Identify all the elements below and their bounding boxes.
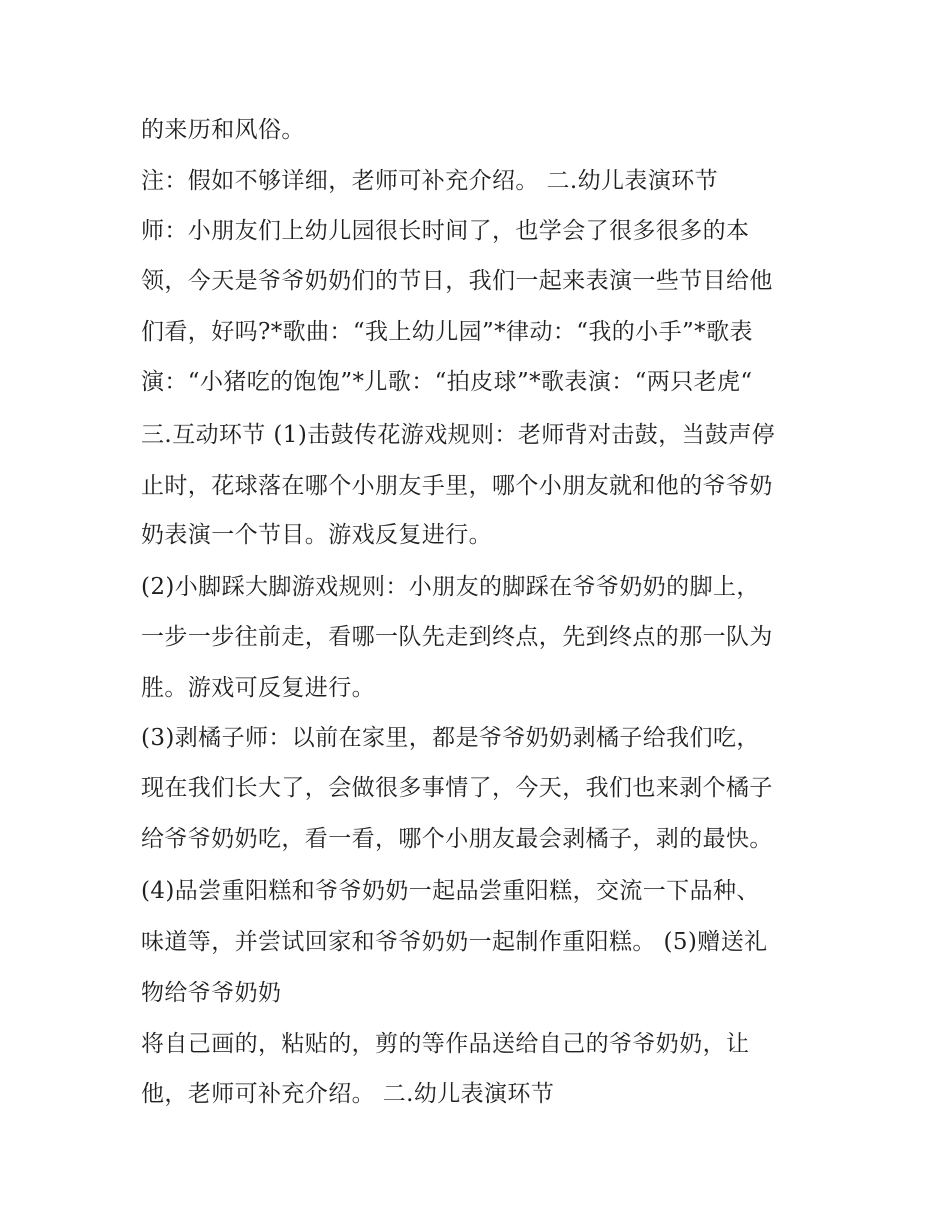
text-line: 一步一步往前走，看哪一队先走到终点，先到终点的那一队为 [141, 624, 773, 650]
text-line: 们看，好吗?*歌曲：“我上幼儿园”*律动：“我的小手”*歌表 [141, 319, 753, 345]
text-line: (2)小脚踩大脚游戏规则：小朋友的脚踩在爷爷奶奶的脚上， [141, 574, 760, 600]
text-line: 师：小朋友们上幼儿园很长时间了，也学会了很多很多的本 [141, 218, 750, 244]
text-line: 止时，花球落在哪个小朋友手里，哪个小朋友就和他的爷爷奶 [141, 473, 773, 499]
text-line: 物给爷爷奶奶 [141, 980, 282, 1006]
text-line: 现在我们长大了，会做很多事情了，今天，我们也来剥个橘子 [141, 775, 773, 801]
text-line: 注：假如不够详细，老师可补充介绍。 二.幼儿表演环节 [141, 168, 719, 194]
text-line: 领，今天是爷爷奶奶们的节日，我们一起来表演一些节目给他 [141, 268, 773, 294]
text-line: (4)品尝重阳糕和爷爷奶奶一起品尝重阳糕，交流一下品种、 [141, 878, 760, 904]
text-line: (3)剥橘子师：以前在家里，都是爷爷奶奶剥橘子给我们吃， [141, 725, 760, 751]
text-line: 奶表演一个节目。游戏反复进行。 [141, 522, 492, 548]
text-line: 胜。游戏可反复进行。 [141, 675, 375, 701]
text-line: 将自己画的，粘贴的，剪的等作品送给自己的爷爷奶奶，让 [141, 1031, 750, 1057]
text-line: 给爷爷奶奶吃，看一看，哪个小朋友最会剥橘子，剥的最快。 [141, 826, 773, 852]
text-line: 味道等，并尝试回家和爷爷奶奶一起制作重阳糕。 (5)赠送礼 [141, 929, 768, 955]
text-line: 三.互动环节 (1)击鼓传花游戏规则：老师背对击鼓，当鼓声停 [141, 422, 776, 448]
text-line: 演：“小猪吃的饱饱”*儿歌：“拍皮球”*歌表演：“两只老虎“ [141, 369, 753, 395]
text-line: 他，老师可补充介绍。 二.幼儿表演环节 [141, 1081, 555, 1107]
text-line: 的来历和风俗。 [141, 117, 305, 143]
